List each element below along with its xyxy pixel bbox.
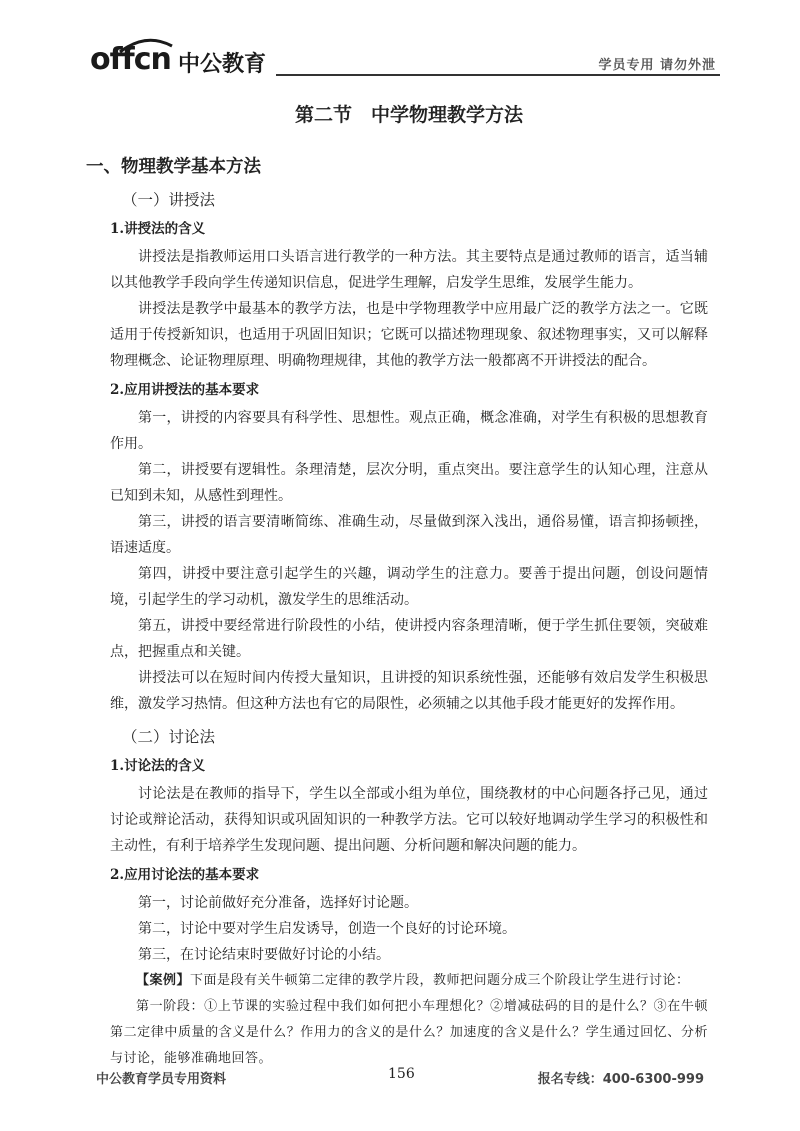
brand-name: 中公教育 bbox=[178, 52, 267, 77]
heading-basic-methods: 一、物理教学基本方法 bbox=[86, 157, 261, 177]
lecture-req-3: 第三，讲授的语言要清晰简练、准确生动，尽量做到深入浅出，通俗易懂，语言抑扬顿挫，语速适度。 bbox=[110, 514, 708, 556]
case-stage-1: 第一阶段：①上节课的实验过程中我们如何把小车理想化？②增减砝码的目的是什么？③在牛顿第二定律中质量的含义是什么？作用力的含义的是什么？加速度的含义是什么？学生通过回忆、分析与讨论，能够准确地回答。 bbox=[110, 999, 708, 1066]
lecture-req-1: 第一，讲授的内容要具有科学性、思想性。观点正确，概念准确，对学生有积极的思想教育作用。 bbox=[110, 410, 708, 452]
section-title: 第二节 中学物理教学方法 bbox=[294, 104, 523, 126]
case-intro-text: 下面是段有关牛顿第二定律的教学片段，教师把问题分成三个阶段让学生进行讨论： bbox=[190, 973, 690, 988]
lecture-req-5: 第五，讲授中要经常进行阶段性的小结，使讲授内容条理清晰，便于学生抓住要领，突破难点，把握重点和关键。 bbox=[110, 618, 708, 660]
header-note: 学员专用 请勿外泄 bbox=[598, 58, 716, 73]
case-intro bbox=[110, 968, 708, 994]
heading-lecture: （一）讲授法 bbox=[122, 191, 216, 209]
page-header bbox=[86, 40, 720, 80]
lecture-req-4: 第四，讲授中要注意引起学生的兴趣，调动学生的注意力。要善于提出问题，创设问题情境，引起学生的学习动机，激发学生的思维活动。 bbox=[110, 566, 708, 608]
discussion-req-2: 第二，讨论中要对学生启发诱导，创造一个良好的讨论环境。 bbox=[138, 921, 516, 937]
lecture-scope-text: 讲授法是教学中最基本的教学方法，也是中学物理教学中应用最广泛的教学方法之一。它既适用于传授新知识，也适用于巩固旧知识；它既可以描述物理现象、叙述物理事实，又可以解释物理概念、论证物理原理、明确物理规律，其他的教学方法一般都离不开讲授法的配合。 bbox=[110, 301, 708, 369]
footer-left: 中公教育学员专用资料 bbox=[96, 1072, 227, 1087]
discussion-requirements-heading: 2.应用讨论法的基本要求 bbox=[110, 867, 260, 883]
case-label: 【案例】 bbox=[136, 973, 191, 988]
brand-logo: offcn bbox=[90, 42, 171, 77]
discussion-req-1: 第一，讨论前做好充分准备，选择好讨论题。 bbox=[138, 895, 418, 911]
lecture-definition-text: 讲授法是指教师运用口头语言进行教学的一种方法。其主要特点是通过教师的语言，适当辅以其他教学手段向学生传递知识信息，促进学生理解，启发学生思维，发展学生能力。 bbox=[110, 249, 708, 291]
lecture-summary: 讲授法可以在短时间内传授大量知识，且讲授的知识系统性强，还能够有效启发学生积极思维，激发学习热情。但这种方法也有它的局限性，必须辅之以其他手段才能更好的发挥作用。 bbox=[110, 670, 708, 712]
lecture-req-2: 第二，讲授要有逻辑性。条理清楚，层次分明，重点突出。要注意学生的认知心理，注意从已知到未知，从感性到理性。 bbox=[110, 462, 708, 504]
discussion-definition-heading: 1.讨论法的含义 bbox=[110, 758, 206, 774]
heading-discussion: （二）讨论法 bbox=[122, 728, 216, 746]
lecture-definition-heading: 1.讲授法的含义 bbox=[110, 221, 206, 237]
discussion-definition-text: 讨论法是在教师的指导下，学生以全部或小组为单位，围绕教材的中心问题各抒己见，通过讨论或辩论活动，获得知识或巩固知识的一种教学方法。它可以较好地调动学生学习的积极性和主动性，有利于培养学生发现问题、提出问题、分析问题和解决问题的能力。 bbox=[110, 786, 708, 854]
footer-hotline: 报名专线：400-6300-999 bbox=[537, 1072, 704, 1087]
discussion-req-3: 第三，在讨论结束时要做好讨论的小结。 bbox=[138, 947, 390, 963]
lecture-requirements-heading: 2.应用讲授法的基本要求 bbox=[110, 382, 260, 398]
page-number: 156 bbox=[388, 1066, 415, 1082]
header-rule bbox=[276, 74, 720, 76]
page-content bbox=[86, 100, 708, 1072]
